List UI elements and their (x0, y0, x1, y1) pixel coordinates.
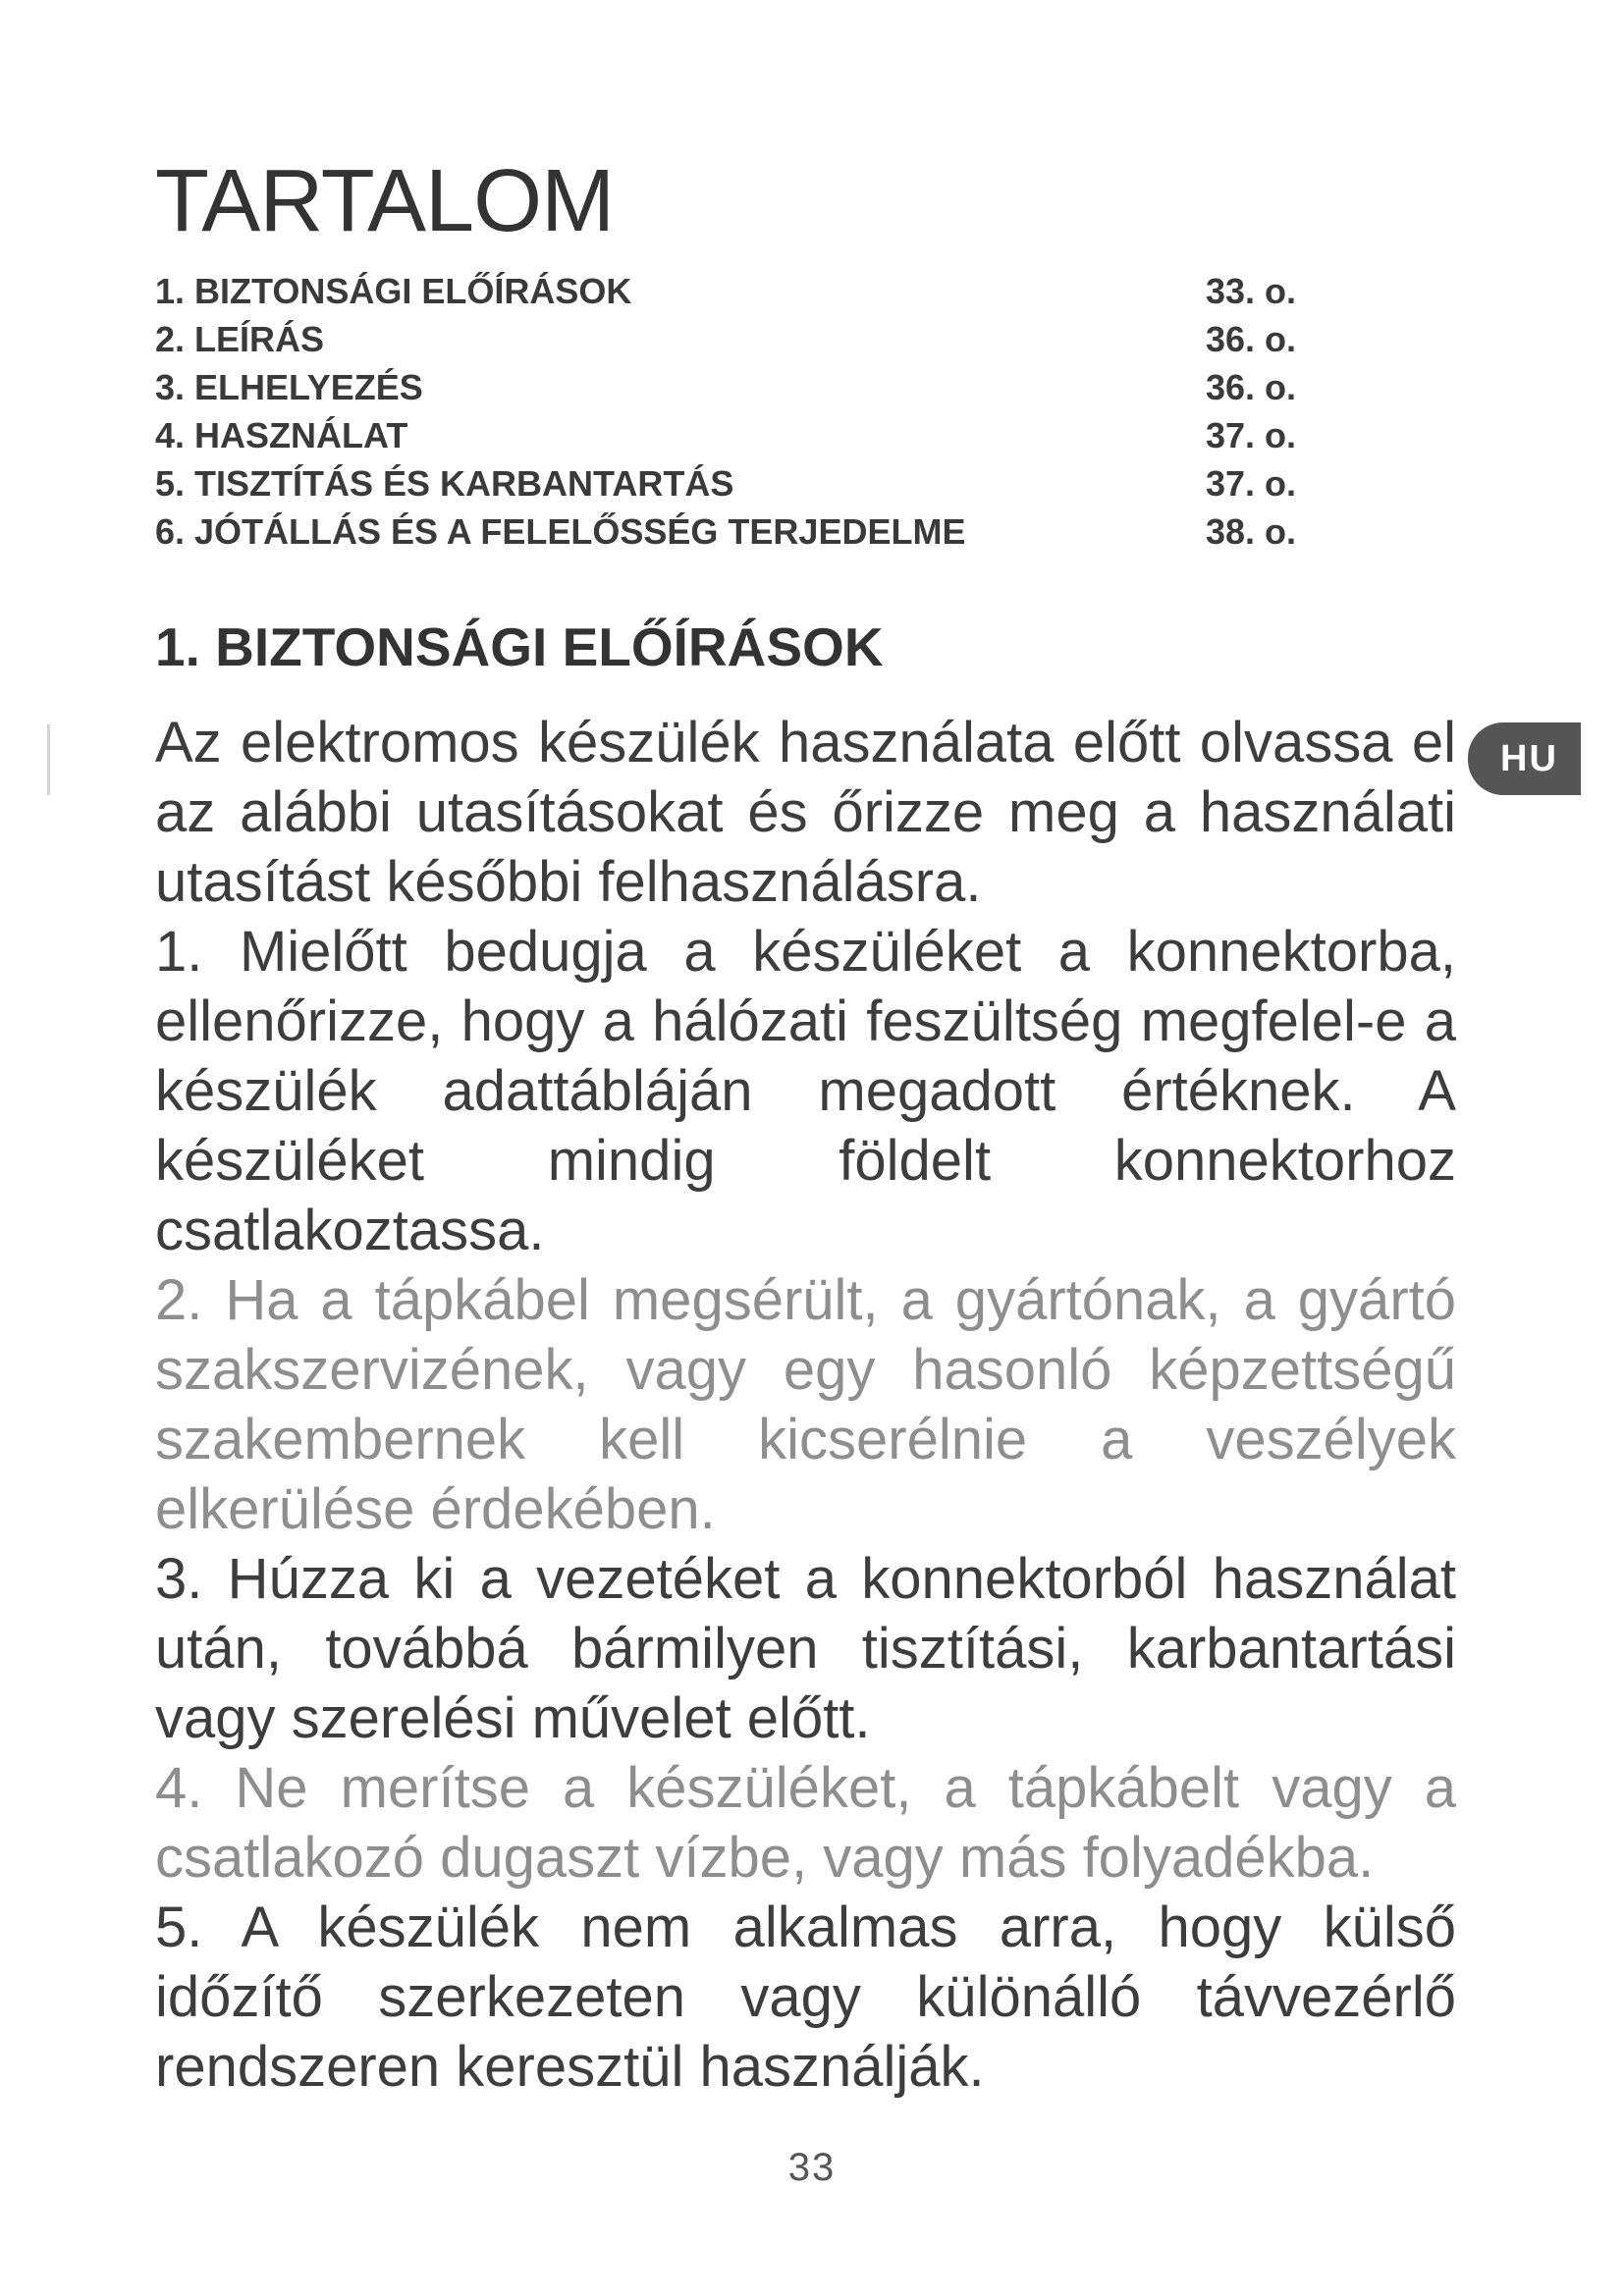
table-of-contents (155, 267, 1324, 556)
page-number: 33 (787, 2146, 837, 2189)
intro-paragraph: Az elektromos készülék használata előtt olvassa el az alábbi utasításokat és őrizze meg a használati utasítást későbbi felhasználásra. (155, 711, 1456, 914)
language-badge: HU (1468, 722, 1581, 795)
section-heading: 1. BIZTONSÁGI ELŐÍRÁSOK (155, 616, 884, 677)
safety-item-5: 5. A készülék nem alkalmas arra, hogy külső időzítő szerkezeten vagy különálló távvezérlő rendszeren keresztül használják. (155, 1896, 1456, 2099)
safety-item-2: 2. Ha a tápkábel megsérült, a gyártónak, a gyártó szakszervizének, vagy egy hasonló képzettségű szakembernek kell kicserélnie a veszélyek elkerülése érdekében. (155, 1268, 1456, 1541)
toc-entry-label: 1. BIZTONSÁGI ELŐÍRÁSOK (155, 271, 632, 311)
toc-entry-label: 6. JÓTÁLLÁS ÉS A FELELŐSSÉG TERJEDELME (155, 511, 966, 552)
toc-entry (155, 411, 1324, 459)
page-title: TARTALOM (155, 152, 615, 250)
toc-entry (155, 363, 1324, 411)
toc-entry-page: 37. o. (1206, 463, 1297, 504)
toc-entry-label: 3. ELHELYEZÉS (155, 367, 423, 407)
toc-entry-label: 4. HASZNÁLAT (155, 415, 408, 455)
toc-entry (155, 459, 1324, 507)
toc-entry-page: 37. o. (1206, 415, 1297, 455)
margin-rule (47, 724, 50, 795)
safety-item-1: 1. Mielőtt bedugja a készüléket a konnektorba, ellenőrizze, hogy a hálózati feszültség megfelel-e a készülék adattábláján megadott értéknek. A készüléket mindig földelt konnektorhoz csatlakoztassa. (155, 920, 1456, 1262)
toc-entry-page: 36. o. (1206, 319, 1297, 359)
toc-entry (155, 315, 1324, 363)
toc-entry-label: 2. LEÍRÁS (155, 319, 325, 359)
safety-item-3: 3. Húzza ki a vezetéket a konnektorból használat után, továbbá bármilyen tisztítási, karbantartási vagy szerelési művelet előtt. (155, 1547, 1456, 1750)
safety-item-4: 4. Ne merítse a készüléket, a tápkábelt vagy a csatlakozó dugaszt vízbe, vagy más folyadékba. (155, 1756, 1456, 1890)
toc-entry-label: 5. TISZTÍTÁS ÉS KARBANTARTÁS (155, 463, 734, 504)
toc-entry-page: 38. o. (1206, 511, 1297, 552)
toc-entry-page: 36. o. (1206, 367, 1297, 407)
toc-entry-page: 33. o. (1206, 271, 1297, 311)
toc-entry (155, 267, 1324, 315)
toc-entry (155, 507, 1324, 556)
section-body (155, 708, 1456, 2102)
